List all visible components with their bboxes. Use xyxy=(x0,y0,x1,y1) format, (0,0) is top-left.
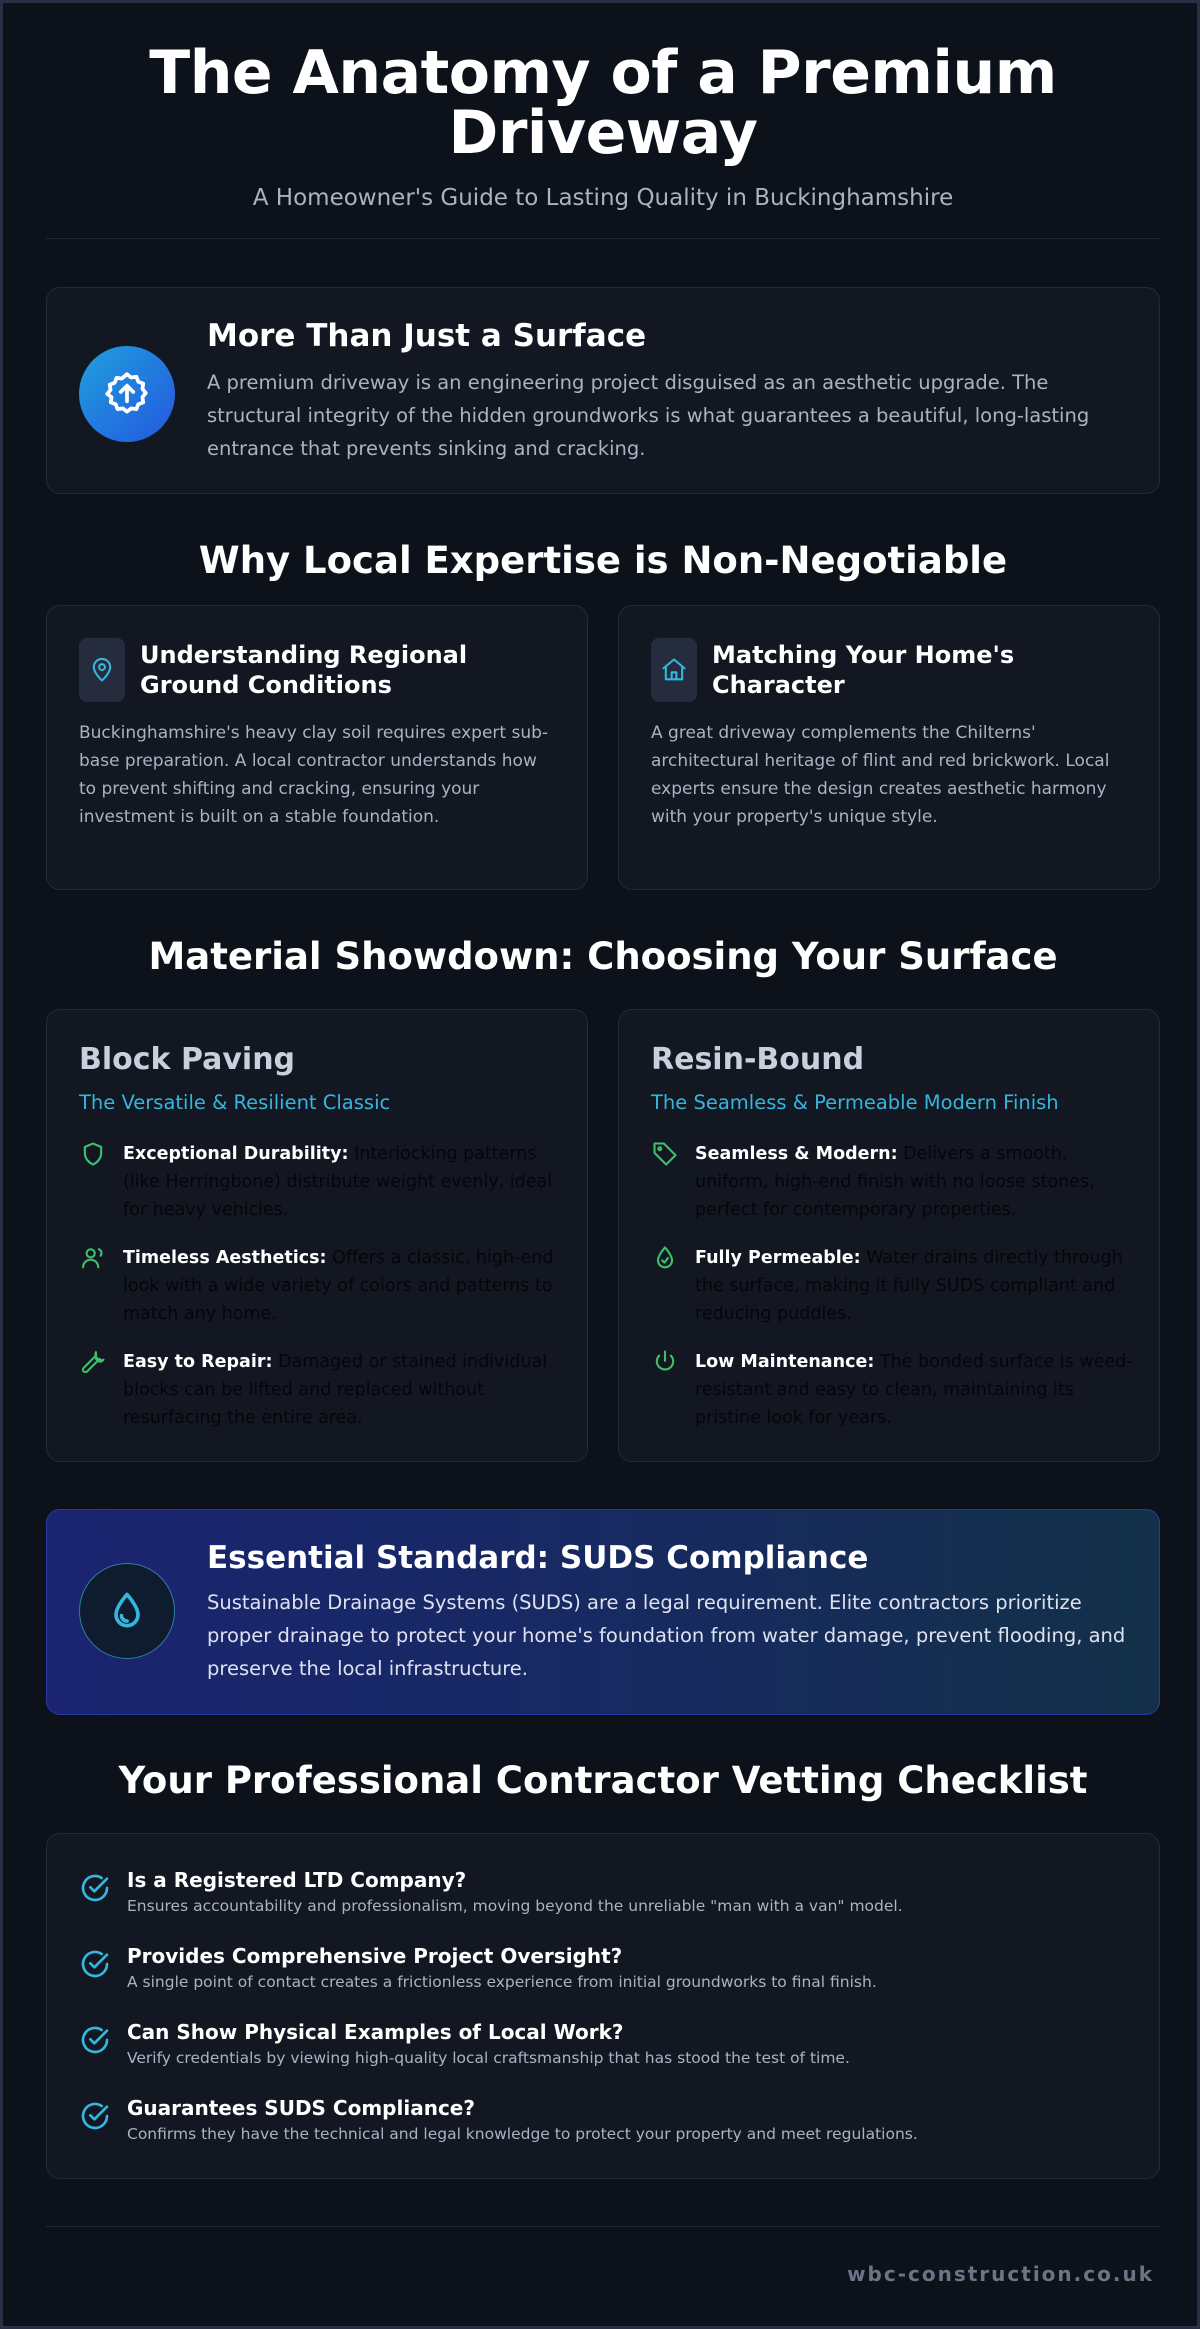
checklist-card xyxy=(46,1833,1160,2179)
feature-label: Exceptional Durability: xyxy=(123,1144,349,1164)
expertise-section-title: Why Local Expertise is Non-Negotiable xyxy=(198,539,1008,582)
feature-label: Low Maintenance: xyxy=(695,1352,875,1372)
suds-body: Sustainable Drainage Systems (SUDS) are a legal requirement. Elite contractors prioritize proper drainage to protect your home's foundation from water damage, prevent flooding, and preserve the local infrastructure. xyxy=(207,1591,1126,1680)
expertise-card-heading: Matching Your Home's Character xyxy=(712,641,1015,699)
checklist-item-title: Can Show Physical Examples of Local Work? xyxy=(127,2020,624,2044)
user-refresh-icon xyxy=(79,1244,107,1272)
expertise-card-ground xyxy=(46,605,588,890)
map-pin-icon xyxy=(79,638,125,702)
material-tagline: The Seamless & Permeable Modern Finish xyxy=(651,1091,1059,1114)
checklist-section-title: Your Professional Contractor Vetting Checklist xyxy=(118,1759,1088,1802)
tag-icon xyxy=(651,1140,679,1168)
checklist-item-title: Guarantees SUDS Compliance? xyxy=(127,2096,475,2120)
wrench-icon xyxy=(79,1348,107,1376)
check-circle-icon xyxy=(79,2024,111,2056)
expertise-card-character xyxy=(618,605,1160,890)
water-drop-icon xyxy=(79,1563,175,1659)
feature-label: Easy to Repair: xyxy=(123,1352,273,1372)
feature-text: Water drains directly through the surface, making it fully SUDS compliant and reducing puddles. xyxy=(695,1248,1123,1324)
material-card-block-paving xyxy=(46,1009,588,1462)
feature-text: Damaged or stained individual blocks can be lifted and replaced without resurfacing the entire area. xyxy=(123,1352,548,1428)
expertise-card-heading: Understanding Regional Ground Conditions xyxy=(140,641,468,699)
suds-heading: Essential Standard: SUDS Compliance xyxy=(207,1540,869,1576)
power-icon xyxy=(651,1348,679,1376)
feature-text: Offers a classic, high-end look with a wide variety of colors and patterns to match any home. xyxy=(123,1248,554,1324)
feature-text: Delivers a smooth, uniform, high-end finish with no loose stones, perfect for contemporary properties. xyxy=(695,1144,1095,1220)
check-circle-icon xyxy=(79,2100,111,2132)
intro-card xyxy=(46,287,1160,494)
droplet-check-icon xyxy=(651,1244,679,1272)
material-name: Block Paving xyxy=(79,1042,296,1077)
material-name: Resin-Bound xyxy=(651,1042,865,1077)
shield-icon xyxy=(79,1140,107,1168)
home-icon xyxy=(651,638,697,702)
checklist-item-desc: Verify credentials by viewing high-quality local craftsmanship that has stood the test of time. xyxy=(127,2049,850,2067)
page-subtitle: A Homeowner's Guide to Lasting Quality in Buckinghamshire xyxy=(252,185,954,211)
header-divider xyxy=(46,238,1160,239)
checklist-item-desc: Ensures accountability and professionalism, moving beyond the unreliable "man with a van" model. xyxy=(127,1897,903,1915)
feature-text: Interlocking patterns (like Herringbone) distribute weight evenly, ideal for heavy vehicles. xyxy=(123,1144,553,1220)
feature-label: Timeless Aesthetics: xyxy=(123,1248,327,1268)
check-circle-icon xyxy=(79,1872,111,1904)
feature-text: The bonded surface is weed-resistant and easy to clean, maintaining its pristine look for years. xyxy=(695,1352,1133,1428)
check-circle-icon xyxy=(79,1948,111,1980)
checklist-item-desc: Confirms they have the technical and legal knowledge to protect your property and meet regulations. xyxy=(127,2125,918,2143)
feature-label: Seamless & Modern: xyxy=(695,1144,898,1164)
material-tagline: The Versatile & Resilient Classic xyxy=(79,1091,391,1114)
expertise-card-body: A great driveway complements the Chilterns' architectural heritage of flint and red brickwork. Local experts ensure the design creates aesthetic harmony with your property's unique style. xyxy=(651,723,1110,827)
checklist-item-title: Is a Registered LTD Company? xyxy=(127,1868,467,1892)
footer-divider xyxy=(46,2226,1160,2227)
page-title: The Anatomy of a Premium Driveway xyxy=(149,38,1057,168)
footer-website[interactable]: wbc-construction.co.uk xyxy=(847,2262,1154,2286)
materials-section-title: Material Showdown: Choosing Your Surface xyxy=(148,935,1058,978)
expertise-card-body: Buckinghamshire's heavy clay soil requires expert sub-base preparation. A local contractor understands how to prevent shifting and cracking, ensuring your investment is built on a stable foundation. xyxy=(79,723,549,827)
material-card-resin-bound xyxy=(618,1009,1160,1462)
suds-callout xyxy=(46,1509,1160,1715)
intro-body: A premium driveway is an engineering project disguised as an aesthetic upgrade. The structural integrity of the hidden groundworks is what guarantees a beautiful, long-lasting entrance that prevents sinking and cracking. xyxy=(207,371,1090,460)
checklist-item-desc: A single point of contact creates a frictionless experience from initial groundworks to final finish. xyxy=(127,1973,877,1991)
hero xyxy=(46,38,1160,211)
feature-label: Fully Permeable: xyxy=(695,1248,861,1268)
checklist-item-title: Provides Comprehensive Project Oversight? xyxy=(127,1944,623,1968)
gear-upload-icon xyxy=(79,346,175,442)
intro-heading: More Than Just a Surface xyxy=(207,318,647,354)
